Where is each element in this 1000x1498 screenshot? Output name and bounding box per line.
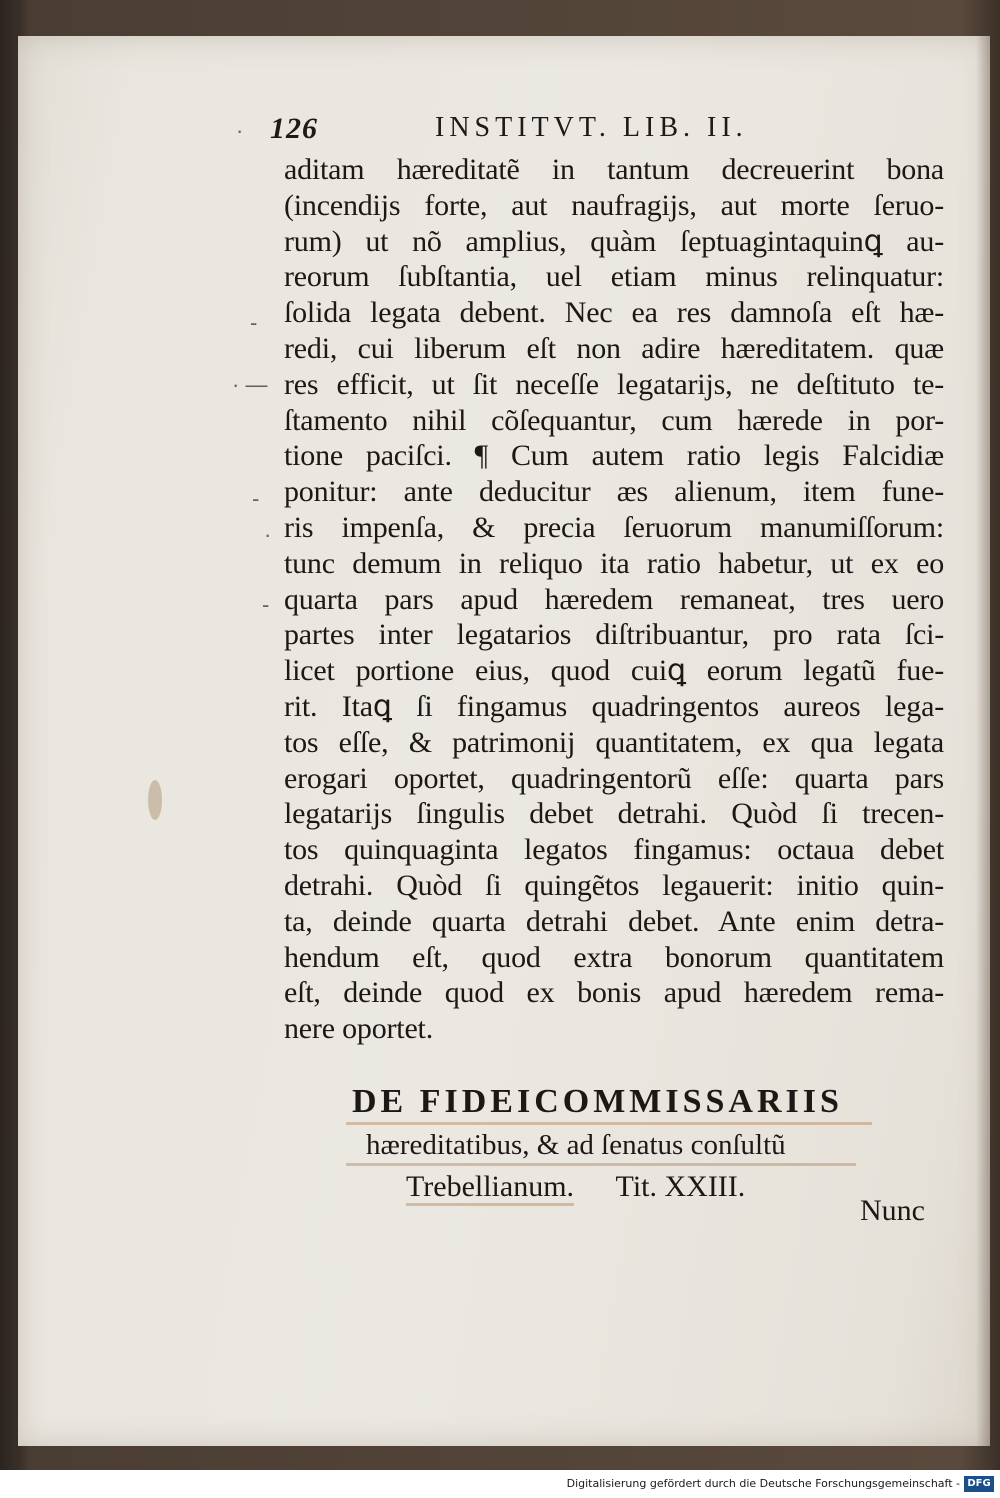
text-line: erogari oportet, quadringentorũ eſſe: quarta pars: [284, 761, 944, 795]
text-line: partes inter legatarios diſtribuantur, pro rata ſci-: [284, 618, 944, 652]
section-title-trebellianum: Trebellianum.: [406, 1170, 574, 1206]
margin-tick: · —: [232, 372, 268, 397]
text-line: hendum eſt, quod extra bonorum quantitatem: [284, 940, 944, 974]
text-line: tos eſſe, & patrimonĳ quantitatem, ex qua legata: [284, 725, 944, 759]
margin-tick: -: [252, 486, 260, 511]
section-title-line-2: hæreditatibus, & ad ſenatus conſultũ: [346, 1125, 856, 1166]
text-line: reorum ſubſtantia, uel etiam minus relinquatur:: [284, 260, 944, 294]
digitization-footer: [0, 1470, 1000, 1498]
margin-tick: -: [250, 310, 258, 335]
text-line: rum) ut nõ amplius, quàm ſeptuagintaquinꝗ au-: [284, 224, 944, 258]
section-title-line-1: DE FIDEICOMMISSARIIS: [346, 1082, 872, 1125]
text-line: eſt, deinde quod ex bonis apud hæredem rema-: [284, 976, 944, 1010]
section-title-number: Tit. XXIII.: [615, 1170, 746, 1203]
text-line: ta, deinde quarta detrahi debet. Ante enim detra-: [284, 904, 944, 938]
page-edge-shadow: [976, 36, 990, 1446]
margin-tick: ·: [236, 118, 244, 143]
text-line: ſolida legata debent. Nec ea res damnoſa eſt hæ-: [284, 296, 944, 330]
text-line: legatarĳs ſingulis debet detrahi. Quòd ſi trecen-: [284, 797, 944, 831]
text-line: aditam hæreditatẽ in tantum decreuerint bona: [284, 153, 944, 186]
text-line: ris impenſa, & precia ſeruorum manumiſſorum:: [284, 510, 944, 544]
running-head: INSTITVT. LIB. II.: [435, 112, 748, 143]
text-line: rit. Itaꝗ ſi fingamus quadringentos aureos lega-: [284, 689, 944, 723]
text-line: nere oportet.: [284, 1012, 433, 1046]
text-line: tos quinquaginta legatos fingamus: octaua debet: [284, 833, 944, 867]
text-line: ponitur: ante deducitur æs alienum, item fune-: [284, 475, 944, 509]
body-text: [284, 152, 944, 1047]
funding-credit: Digitalisierung gefördert durch die Deutsche Forschungsgemeinschaft -: [566, 1477, 960, 1490]
text-line: tione paciſci. ¶ Cum autem ratio legis Falcidiæ: [284, 439, 944, 473]
text-line: detrahi. Quòd ſi quingẽtos legauerit: initio quin-: [284, 868, 944, 902]
margin-tick: -: [262, 592, 270, 617]
catchword: Nunc: [860, 1194, 925, 1227]
text-line: res efficit, ut ſit neceſſe legatarĳs, ne deſtituto te-: [284, 367, 944, 401]
margin-tick: ·: [264, 522, 272, 547]
section-title-line-3: [346, 1166, 886, 1206]
section-title: [346, 1082, 886, 1206]
text-line: (incendĳs forte, aut naufragĳs, aut morte ſeruo-: [284, 188, 944, 222]
page-number: 126: [270, 112, 318, 145]
text-line: quarta pars apud hæredem remaneat, tres uero: [284, 582, 944, 616]
text-line: redi, cui liberum eſt non adire hæreditatem. quæ: [284, 331, 944, 365]
page-header: [270, 112, 790, 152]
text-line: ſtamento nihil cõſequantur, cum hærede in por-: [284, 403, 944, 437]
text-line: tunc demum in reliquo ita ratio habetur, ut ex eo: [284, 546, 944, 580]
margin-stain: [148, 780, 162, 820]
text-line: licet portione eius, quod cuiꝗ eorum legatũ fue-: [284, 654, 944, 688]
dfg-logo-icon: DFG: [964, 1476, 994, 1492]
